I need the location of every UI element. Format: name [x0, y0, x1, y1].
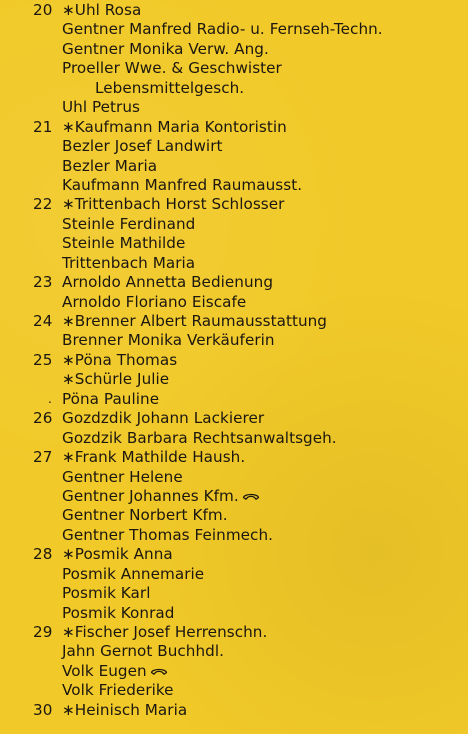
resident-entry-text: [62, 390, 159, 409]
resident-entry-text: [62, 293, 246, 312]
resident-name: Gentner Helene: [62, 467, 183, 486]
resident-entry-text: [62, 448, 245, 467]
resident-name: Gentner Johannes Kfm.: [62, 486, 239, 505]
directory-entry: [0, 215, 468, 234]
directory-entry: [0, 701, 468, 720]
resident-entry-text: [62, 118, 287, 137]
directory-entry: [0, 234, 468, 253]
house-number: 26: [33, 409, 53, 428]
resident-entry-text: [62, 370, 169, 389]
directory-entry: [0, 604, 468, 623]
resident-entry-text: [95, 79, 244, 98]
directory-entry: [0, 20, 468, 39]
resident-entry-text: [62, 604, 174, 623]
resident-name: Arnoldo Floriano Eiscafe: [62, 292, 247, 311]
directory-entry: [0, 137, 468, 156]
house-number: 22: [33, 195, 53, 214]
directory-entry: [0, 157, 468, 176]
resident-entry-text: [62, 701, 187, 720]
directory-entry: [0, 506, 468, 525]
house-number: 28: [33, 545, 53, 564]
directory-entry: [0, 662, 468, 681]
directory-entry: [0, 195, 468, 214]
directory-entry: [0, 565, 468, 584]
resident-name: Posmik Konrad: [62, 603, 175, 622]
resident-entry-text: [62, 642, 224, 661]
resident-entry-text: [62, 312, 327, 331]
resident-name: Lebensmittelgesch.: [95, 78, 245, 97]
resident-name: Brenner Monika Verkäuferin: [62, 331, 275, 350]
directory-entry: [0, 487, 468, 506]
directory-entry: [0, 176, 468, 195]
resident-name: Gentner Monika Verw. Ang.: [62, 39, 269, 58]
resident-name: Steinle Mathilde: [62, 234, 186, 253]
resident-entry-text: [62, 681, 174, 700]
resident-name: Gentner Norbert Kfm.: [62, 506, 228, 525]
resident-entry-text: [62, 506, 228, 525]
resident-name: Pöna Pauline: [62, 389, 160, 408]
resident-entry-text: [62, 409, 264, 428]
directory-entry: [0, 98, 468, 117]
house-number: 27: [33, 448, 53, 467]
directory-entry: [0, 642, 468, 661]
resident-entry-text: [62, 20, 383, 39]
resident-entry-text: [62, 468, 183, 487]
resident-name: Gozdzik Barbara Rechtsanwaltsgeh.: [62, 428, 337, 447]
resident-name: Uhl Petrus: [62, 98, 140, 117]
resident-entry-text: [62, 137, 223, 156]
resident-entry-text: [62, 254, 195, 273]
house-number: 30: [33, 700, 53, 719]
resident-entry-text: [62, 273, 273, 292]
directory-entry: [0, 584, 468, 603]
resident-entry-text: [62, 40, 269, 59]
directory-entry: [0, 468, 468, 487]
resident-name: Volk Eugen: [62, 661, 147, 680]
resident-entry-text: [62, 545, 173, 564]
resident-name: Jahn Gernot Buchhdl.: [62, 642, 224, 661]
resident-name: Gentner Manfred Radio- u. Fernseh-Techn.: [62, 20, 383, 39]
resident-name: ∗Heinisch Maria: [62, 700, 188, 719]
address-directory-list: [0, 1, 468, 720]
house-number: 21: [33, 117, 53, 136]
resident-name: Posmik Karl: [62, 584, 151, 603]
directory-entry: [0, 623, 468, 642]
resident-name: Arnoldo Annetta Bedienung: [62, 273, 274, 292]
house-number: 24: [33, 312, 53, 330]
directory-entry: [0, 331, 468, 350]
directory-entry: [0, 390, 468, 409]
resident-name: Volk Friederike: [62, 681, 174, 700]
telephone-handset-icon: [242, 491, 260, 502]
resident-name: Proeller Wwe. & Geschwister: [62, 59, 282, 78]
resident-name: ∗Uhl Rosa: [62, 1, 142, 19]
resident-entry-text: [62, 1, 141, 20]
resident-entry-text: [62, 98, 140, 117]
house-number: 23: [33, 273, 53, 292]
resident-name: Trittenbach Maria: [62, 253, 196, 272]
resident-name: ∗Brenner Albert Raumausstattung: [62, 312, 328, 330]
directory-entry: [0, 429, 468, 448]
resident-entry-text: [62, 429, 337, 448]
resident-entry-text: [62, 565, 204, 584]
directory-entry: [0, 448, 468, 467]
resident-entry-text: [62, 487, 260, 506]
resident-entry-text: [62, 195, 284, 214]
resident-entry-text: [62, 526, 273, 545]
house-number: 20: [33, 1, 53, 19]
resident-name: Gentner Thomas Feinmech.: [62, 525, 274, 544]
resident-name: ∗Fischer Josef Herrenschn.: [62, 623, 268, 641]
directory-entry: [0, 370, 468, 389]
directory-entry: [0, 545, 468, 564]
directory-entry: [0, 293, 468, 312]
resident-name: Posmik Annemarie: [62, 564, 205, 583]
directory-entry: [0, 526, 468, 545]
house-number: 25: [33, 350, 53, 369]
directory-entry: [0, 351, 468, 370]
directory-entry: [0, 59, 468, 78]
resident-entry-text: [62, 157, 157, 176]
telephone-handset-icon: [150, 666, 168, 677]
directory-entry: [0, 40, 468, 59]
resident-name: Steinle Ferdinand: [62, 214, 196, 233]
resident-entry-text: [62, 59, 282, 78]
directory-entry: [0, 118, 468, 137]
resident-entry-text: [62, 584, 150, 603]
resident-name: Kaufmann Manfred Raumausst.: [62, 175, 303, 194]
resident-entry-text: [62, 662, 168, 681]
directory-entry: [0, 273, 468, 292]
resident-entry-text: [62, 331, 275, 350]
resident-name: ∗Pöna Thomas: [62, 350, 178, 369]
directory-entry: [0, 409, 468, 428]
resident-name: ∗Schürle Julie: [62, 370, 170, 389]
resident-name: ∗Trittenbach Horst Schlosser: [62, 195, 285, 214]
directory-entry: [0, 254, 468, 273]
directory-entry: [0, 79, 468, 98]
resident-entry-text: [62, 176, 302, 195]
resident-name: ∗Frank Mathilde Haush.: [62, 448, 246, 467]
directory-entry: [0, 681, 468, 700]
directory-entry: [0, 312, 468, 331]
resident-name: Bezler Josef Landwirt: [62, 137, 223, 156]
resident-entry-text: [62, 623, 267, 642]
directory-entry: [0, 1, 468, 20]
resident-entry-text: [62, 351, 177, 370]
resident-name: ∗Posmik Anna: [62, 545, 173, 564]
resident-entry-text: [62, 215, 195, 234]
resident-name: ∗Kaufmann Maria Kontoristin: [62, 117, 287, 136]
resident-name: Bezler Maria: [62, 156, 158, 175]
house-number: 29: [33, 623, 53, 641]
resident-entry-text: [62, 234, 185, 253]
margin-dot: .: [48, 391, 52, 406]
resident-name: Gozdzdik Johann Lackierer: [62, 409, 265, 428]
